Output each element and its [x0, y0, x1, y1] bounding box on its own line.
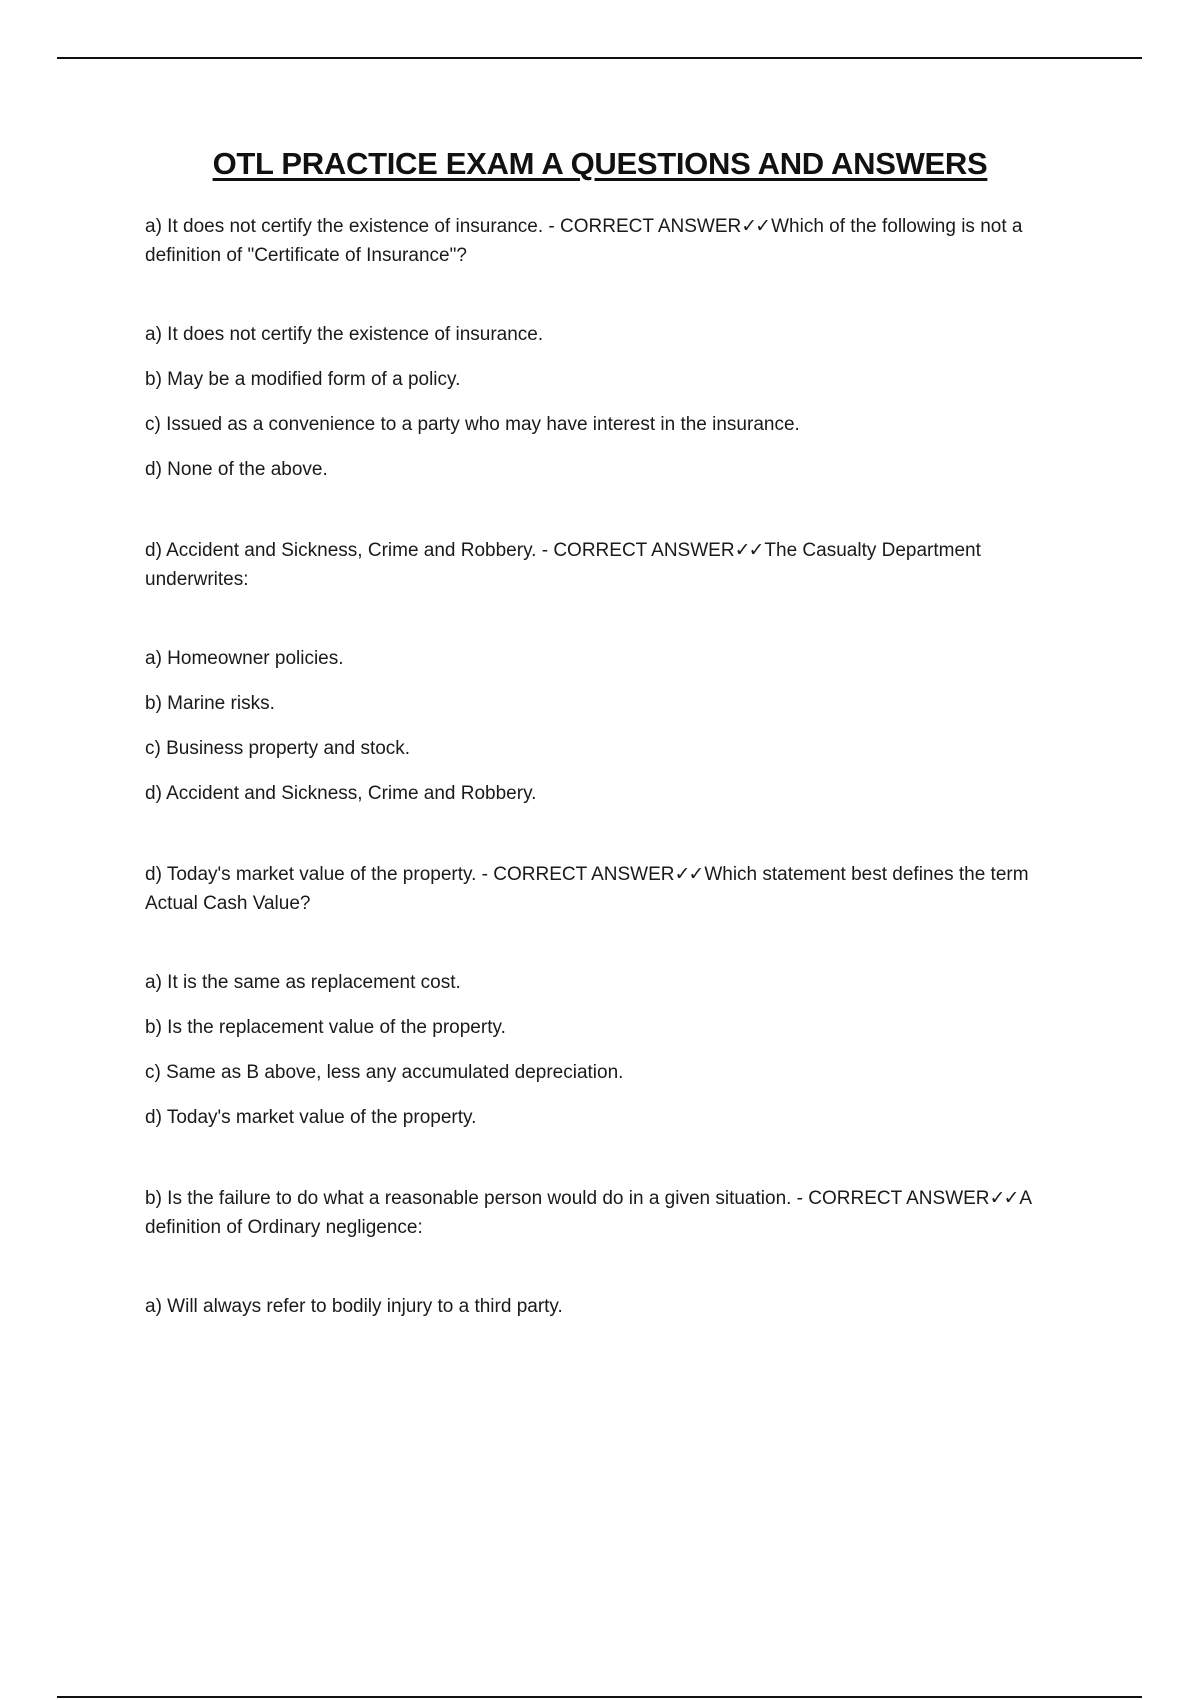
answer-lead: d) Today's market value of the property. - CORRECT ANSWER [145, 864, 675, 885]
option-item: c) Issued as a convenience to a party who may have interest in the insurance. [145, 414, 800, 435]
page-title: OTL PRACTICE EXAM A QUESTIONS AND ANSWERS [212, 146, 988, 181]
option-item: a) It is the same as replacement cost. [145, 972, 461, 993]
answer-lead: d) Accident and Sickness, Crime and Robbery. - CORRECT ANSWER [145, 540, 735, 561]
option-item: b) May be a modified form of a policy. [145, 369, 461, 390]
option-item: b) Is the replacement value of the property. [145, 1017, 506, 1038]
bottom-rule [57, 1696, 1142, 1698]
question-text: Which statement best defines the term Actual Cash Value? [145, 864, 1029, 914]
option-list [145, 1292, 1085, 1321]
option-item: a) Will always refer to bodily injury to a third party. [145, 1296, 563, 1317]
option-item: c) Business property and stock. [145, 738, 411, 759]
option-item: c) Same as B above, less any accumulated depreciation. [145, 1062, 624, 1083]
double-check-icon: ✓✓ [989, 1188, 1018, 1209]
question-text: Which of the following is not a definition of "Certificate of Insurance"? [145, 216, 1023, 266]
option-item: d) None of the above. [145, 459, 328, 480]
option-list [145, 644, 1085, 808]
question-text: A definition of Ordinary negligence: [145, 1188, 1031, 1238]
question-block [145, 1184, 1085, 1242]
option-list [145, 320, 1085, 484]
question-block [145, 212, 1085, 270]
option-item: d) Today's market value of the property. [145, 1107, 477, 1128]
option-item: a) It does not certify the existence of insurance. [145, 324, 544, 345]
option-list [145, 968, 1085, 1132]
double-check-icon: ✓✓ [741, 216, 770, 237]
question-text: The Casualty Department underwrites: [145, 540, 981, 590]
double-check-icon: ✓✓ [674, 864, 703, 885]
answer-lead: b) Is the failure to do what a reasonable person would do in a given situation. - CORRECT ANSWER [145, 1188, 990, 1209]
answer-lead: a) It does not certify the existence of insurance. - CORRECT ANSWER [145, 216, 742, 237]
option-item: b) Marine risks. [145, 693, 275, 714]
question-block [145, 860, 1085, 918]
double-check-icon: ✓✓ [734, 540, 763, 561]
document-body [145, 212, 1085, 1373]
option-item: d) Accident and Sickness, Crime and Robbery. [145, 783, 537, 804]
top-rule [57, 57, 1142, 59]
question-block [145, 536, 1085, 594]
option-item: a) Homeowner policies. [145, 648, 344, 669]
